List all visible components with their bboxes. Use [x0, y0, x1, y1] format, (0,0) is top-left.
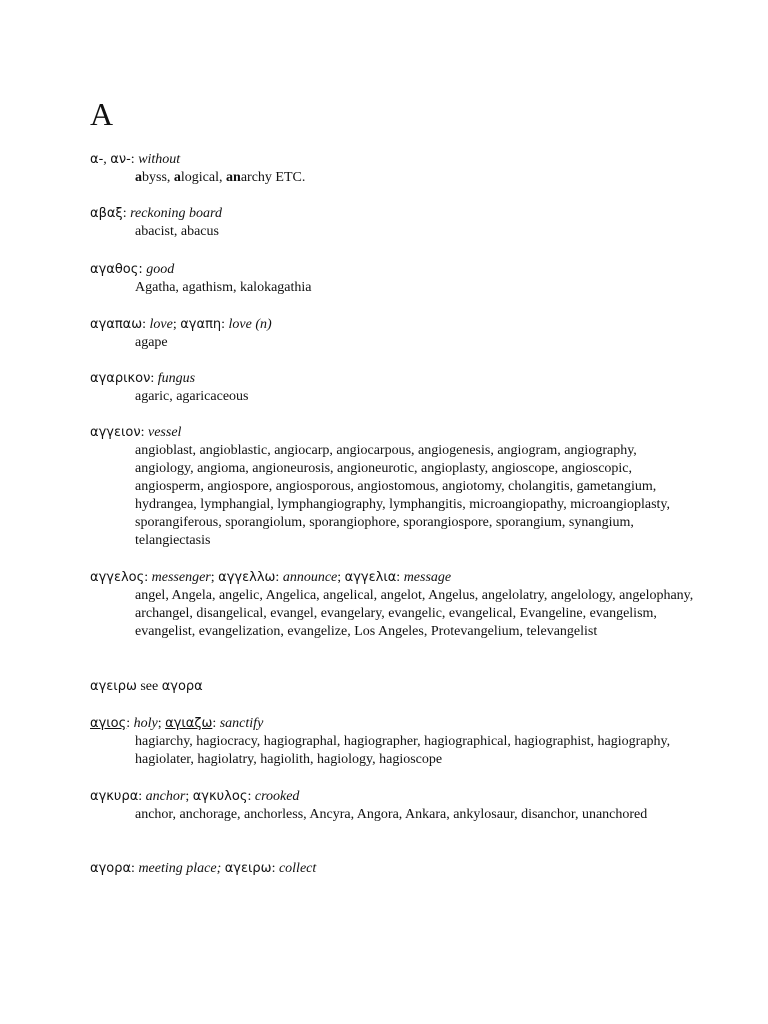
greek-term: αγαπη: [180, 317, 222, 332]
text: :: [138, 789, 146, 804]
text: :: [396, 570, 404, 585]
greek-term: α-: [90, 152, 104, 167]
greek-term: αγγελλω: [218, 570, 276, 585]
gloss: message: [403, 570, 452, 585]
text: ;: [337, 570, 345, 585]
gloss: crooked: [254, 789, 300, 804]
letter-heading: A: [90, 96, 114, 132]
text: angel, Angela, angelic, Angelica, angelical, angelot, Angelus, angelolatry, angelology, angelophany, archangel, disangelical, evangel, evangelary, evangelic, evangelical, Evangeline, evangelism, evangelist, evangelization, evangelize, Los Angeles, Protevangelium, televangelist: [135, 588, 694, 639]
entry-headword: [90, 205, 690, 223]
gloss: good: [146, 262, 175, 277]
text: :: [131, 861, 139, 876]
text: ;: [210, 570, 219, 585]
text: abacist, abacus: [135, 224, 219, 239]
gloss: vessel: [148, 425, 182, 440]
entry: [90, 424, 690, 550]
text: ;: [185, 789, 193, 804]
greek-term: αγγειον: [90, 425, 141, 440]
gloss: anchor: [145, 789, 186, 804]
gloss: messenger: [151, 570, 211, 585]
entry-headword: [90, 715, 690, 733]
greek-term: αγαρικον: [90, 371, 151, 386]
gloss: announce: [282, 570, 338, 585]
text: ;: [157, 716, 166, 731]
text: ;: [172, 317, 181, 332]
derivatives-list: [135, 733, 695, 769]
text: :: [140, 425, 148, 440]
gloss: collect: [278, 861, 317, 876]
derivatives-list: [135, 279, 695, 297]
greek-term: αγγελος: [90, 570, 145, 585]
entry-headword: [90, 788, 690, 806]
text: :: [126, 716, 134, 731]
derivatives-list: [135, 388, 695, 406]
text: see: [136, 679, 162, 694]
entry: [90, 715, 690, 769]
entry-headword: [90, 151, 690, 169]
text: ,: [103, 152, 111, 167]
entry: [90, 860, 690, 878]
text: :: [275, 570, 283, 585]
text: :: [247, 789, 255, 804]
greek-term: αγκυλος: [192, 789, 248, 804]
gloss: sanctify: [219, 716, 264, 731]
greek-term: αγαπαω: [90, 317, 143, 332]
text: anchor, anchorage, anchorless, Ancyra, Angora, Ankara, ankylosaur, disanchor, unanchored: [135, 807, 648, 822]
greek-term: αγορα: [90, 861, 132, 876]
entry: [90, 205, 690, 241]
entry-headword: [90, 569, 690, 587]
derivatives-list: [135, 587, 695, 641]
text: Agatha, agathism, kalokagathia: [135, 280, 312, 295]
derivatives-list: [135, 169, 695, 187]
entry-headword: [90, 261, 690, 279]
gloss: reckoning board: [130, 206, 222, 221]
gloss: fungus: [157, 371, 196, 386]
greek-term: αγκυρα: [90, 789, 139, 804]
entry-headword: [90, 424, 690, 442]
text: :: [212, 716, 220, 731]
gloss: meeting place;: [138, 861, 225, 876]
greek-term: αν-: [110, 152, 131, 167]
text: hagiarchy, hagiocracy, hagiographal, hagiographer, hagiographical, hagiographist, hagiography, hagiolater, hagiolatry, hagiolith, hagiology, hagioscope: [135, 734, 671, 767]
text: agaric, agaricaceous: [135, 389, 249, 404]
text: :: [130, 152, 139, 167]
gloss: holy: [133, 716, 158, 731]
gloss: without: [138, 152, 181, 167]
derivatives-list: [135, 223, 695, 241]
gloss: love (n): [228, 317, 272, 332]
entry-headword: [90, 316, 690, 334]
greek-term: αγιος: [90, 716, 127, 731]
derivatives-list: [135, 334, 695, 352]
entry-headword: [90, 370, 690, 388]
derivatives-list: [135, 806, 695, 824]
bold-prefix: a: [135, 170, 142, 185]
text: byss,: [142, 170, 174, 185]
greek-term: αγγελια: [344, 570, 397, 585]
text: :: [144, 570, 152, 585]
text: archy ETC.: [240, 170, 306, 185]
entry: [90, 678, 690, 696]
text: :: [142, 317, 150, 332]
text: logical,: [180, 170, 227, 185]
bold-prefix: a: [173, 170, 181, 185]
text: angioblast, angioblastic, angiocarp, angiocarpous, angiogenesis, angiogram, angiography, angiology, angioma, angioneurosis, angioneurotic, angioplasty, angioscope, angioscopic, angiosperm, angiospore, angiosporous, angiostomous, angiotomy, cholangitis, gametangium, hydrangea, lymphangial, lymphangiography, lymphangitis, microangiopathy, microangioplasty, sporangiferous, sporangiolum, sporangiophore, sporangiospore, sporangium, synangium, telangiectasis: [135, 443, 670, 548]
text: agape: [135, 335, 168, 350]
text: :: [221, 317, 229, 332]
greek-term: αγειρω: [224, 861, 272, 876]
greek-term: αβαξ: [90, 206, 123, 221]
text: :: [122, 206, 131, 221]
derivatives-list: [135, 442, 695, 550]
text: :: [271, 861, 279, 876]
entry-headword: [90, 860, 690, 878]
entry: [90, 788, 690, 824]
greek-term: αγειρω: [90, 679, 137, 694]
entry: [90, 370, 690, 406]
greek-term: αγορα: [161, 679, 203, 694]
entry: [90, 261, 690, 297]
entry-headword: [90, 678, 690, 696]
greek-term: αγιαζω: [165, 716, 213, 731]
entry: [90, 316, 690, 352]
gloss: love: [149, 317, 173, 332]
bold-prefix: an: [226, 170, 241, 185]
greek-term: αγαθος:: [90, 262, 143, 277]
entry: [90, 151, 690, 187]
entry: [90, 569, 694, 641]
text: :: [150, 371, 158, 386]
